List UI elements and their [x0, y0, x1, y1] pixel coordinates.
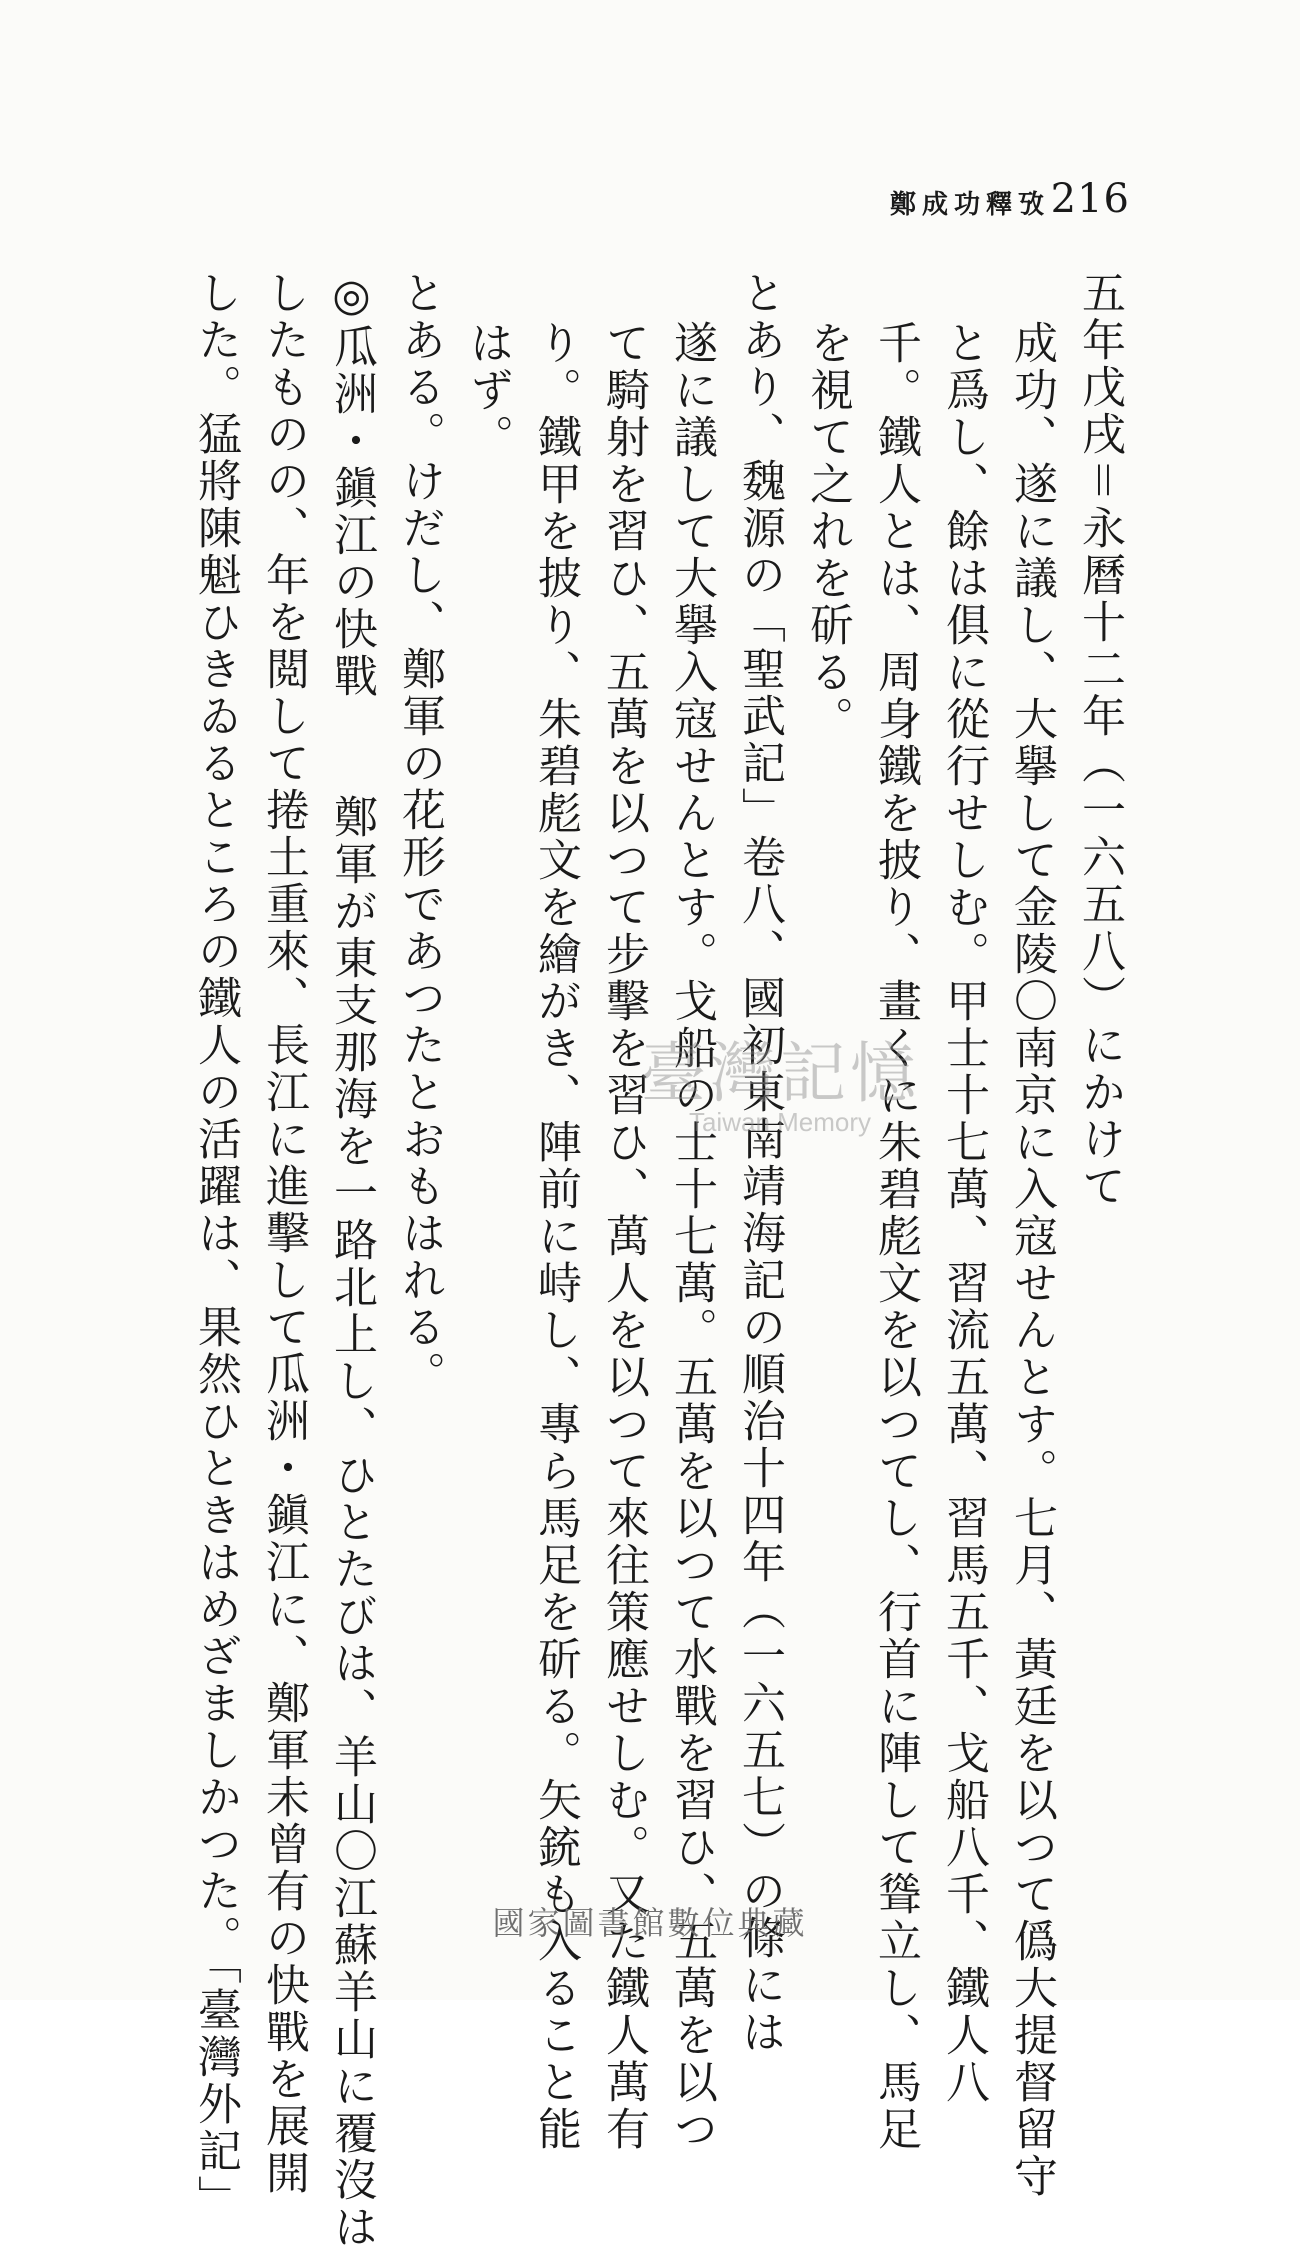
page-number: 216: [1050, 176, 1130, 222]
text-column: と爲し、餘は俱に從行せしむ。甲士十七萬、習流五萬、習馬五千、戈船八千、鐵人八: [938, 320, 989, 2106]
text-column: はず。: [462, 320, 513, 461]
text-column: したものの、年を閲して捲土重來、長江に進擊して瓜洲・鎭江に、鄭軍未曾有の快戰を展開: [258, 270, 309, 2197]
text-column: 五年戊戌＝永曆十二年（一六五八）にかけて: [1074, 270, 1125, 1210]
text-column: り。鐵甲を披り、朱碧彪文を繪がき、陣前に峙し、專ら馬足を斫る。矢銃も入ること能: [530, 320, 581, 2153]
watermark-logo: [640, 1020, 920, 1138]
text-column: とあり、魏源の「聖武記」卷八、國初東南靖海記の順治十四年（一六五七）の條には: [734, 270, 785, 2056]
text-column: とある。けだし、鄭軍の花形であつたとおもはれる。: [394, 270, 445, 1398]
watermark-subtitle: Taiwan Memory: [688, 1107, 872, 1137]
watermark-title: 臺灣記憶: [640, 1035, 920, 1112]
text-column: 遂に議して大擧入寇せんとす。戈船の士十七萬。五萬を以つて水戰を習ひ、五萬を以つ: [666, 320, 717, 2153]
text-column: 成功、遂に議し、大擧して金陵〇南京に入寇せんとす。七月、黃廷を以つて僞大提督留守: [1006, 320, 1057, 2200]
text-column: 千。鐵人とは、周身鐵を披り、畫くに朱碧彪文を以つてし、行首に陣して聳立し、馬足: [870, 320, 921, 2153]
text-column: を視て之れを斫る。: [802, 320, 853, 743]
text-column: て騎射を習ひ、五萬を以つて步擊を習ひ、萬人を以つて來往策應せしむ。又た鐵人萬有: [598, 320, 649, 2153]
running-title: 鄭成功釋攷: [889, 190, 1050, 220]
footer-caption: 國家圖書館數位典藏: [492, 1904, 808, 1942]
text-column: した。猛將陳魁ひきゐるところの鐵人の活躍は、果然ひときはめざましかつた。「臺灣外記」: [190, 270, 241, 2222]
text-column: ◎瓜洲・鎭江の快戰 鄭軍が東支那海を一路北上し、ひとたびは、羊山〇江蘇羊山に覆沒は: [326, 270, 377, 2251]
